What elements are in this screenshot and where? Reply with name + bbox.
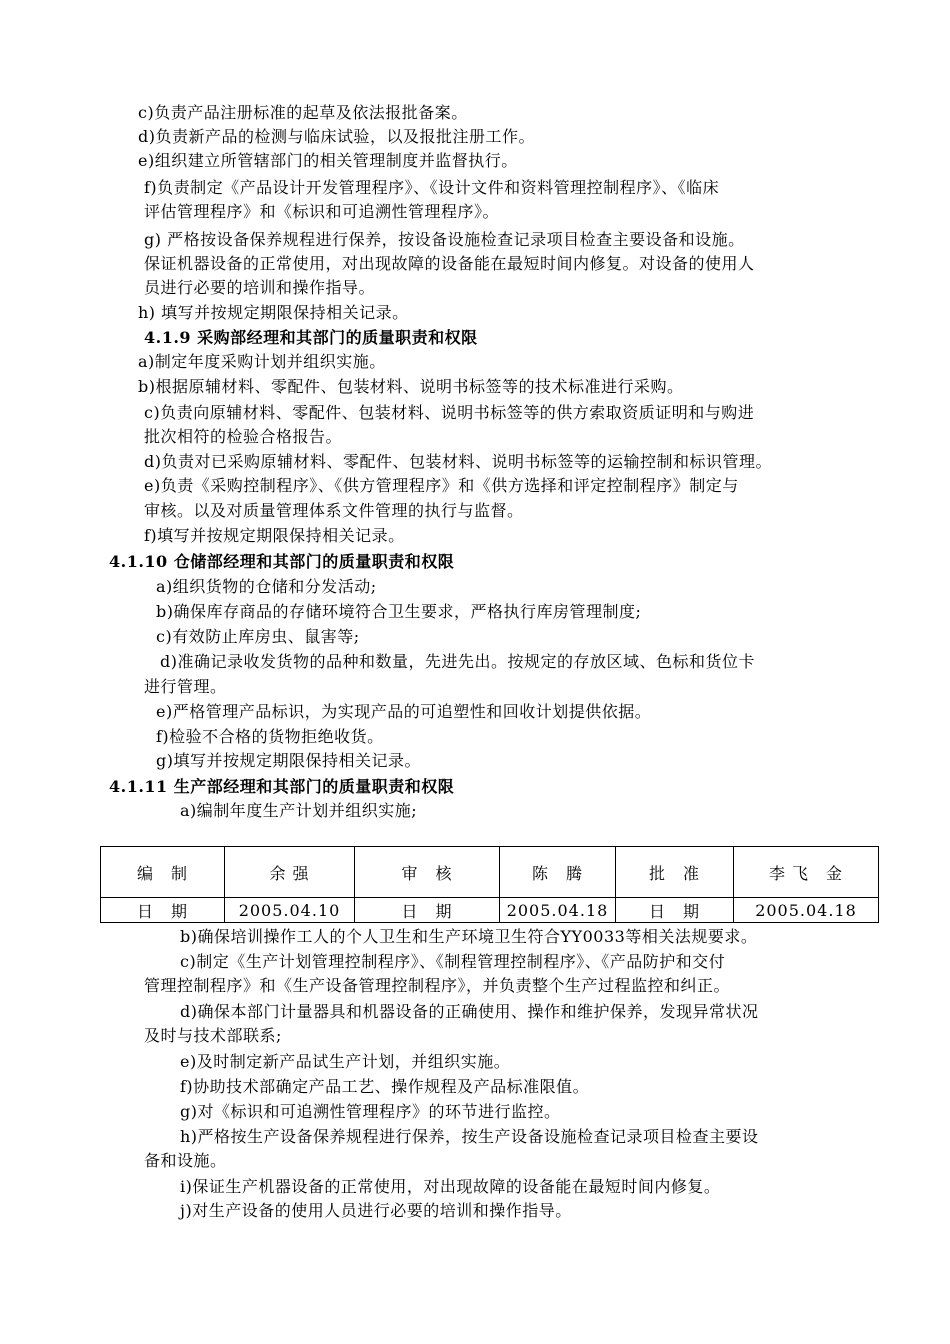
date-label: 日 期	[616, 898, 734, 923]
section-heading: 4.1.11 生产部经理和其部门的质量职责和权限	[109, 777, 455, 796]
date-label: 日 期	[355, 898, 500, 923]
text-line: 进行管理。	[144, 677, 227, 696]
text-line: 员进行必要的培训和操作指导。	[144, 278, 376, 297]
text-line: a)编制年度生产计划并组织实施;	[180, 801, 418, 820]
text-line: b)根据原辅材料、零配件、包装材料、说明书标签等的技术标准进行采购。	[138, 377, 684, 396]
text-line: a)制定年度采购计划并组织实施。	[138, 352, 386, 371]
text-line: f)负责制定《产品设计开发管理程序》、《设计文件和资料管理控制程序》、《临床	[144, 178, 720, 197]
text-line: i)保证生产机器设备的正常使用，对出现故障的设备能在最短时间内修复。	[180, 1177, 721, 1196]
text-line: d)准确记录收发货物的品种和数量，先进先出。按规定的存放区域、色标和货位卡	[160, 652, 755, 671]
text-line: 及时与技术部联系;	[144, 1026, 282, 1045]
text-line: 管理控制程序》和《生产设备管理控制程序》，并负责整个生产过程监控和纠正。	[144, 976, 731, 995]
text-line: c)负责产品注册标准的起草及依法报批备案。	[138, 103, 468, 122]
text-line: c)负责向原辅材料、零配件、包装材料、说明书标签等的供方索取资质证明和与购进	[144, 403, 755, 422]
text-line: b)确保培训操作工人的个人卫生和生产环境卫生符合YY0033等相关法规要求。	[180, 927, 758, 946]
text-line: g)填写并按规定期限保持相关记录。	[156, 751, 421, 770]
approve-date: 2005.04.18	[734, 898, 879, 923]
text-line: 评估管理程序》和《标识和可追溯性管理程序》。	[144, 202, 500, 221]
text-line: 审核。以及对质量管理体系文件管理的执行与监督。	[144, 501, 524, 520]
text-line: d)确保本部门计量器具和机器设备的正确使用、操作和维护保养，发现异常状况	[180, 1002, 759, 1021]
text-line: e)及时制定新产品试生产计划，并组织实施。	[180, 1052, 511, 1071]
text-line: a)组织货物的仓储和分发活动;	[156, 577, 377, 596]
text-line: d)负责新产品的检测与临床试验，以及报批注册工作。	[138, 127, 535, 146]
text-line: e)组织建立所管辖部门的相关管理制度并监督执行。	[138, 151, 518, 170]
compiled-label: 编 制	[101, 847, 225, 898]
review-date: 2005.04.18	[500, 898, 616, 923]
text-line: f)协助技术部确定产品工艺、操作规程及产品标准限值。	[180, 1077, 590, 1096]
text-line: h) 填写并按规定期限保持相关记录。	[138, 303, 409, 322]
signoff-row	[101, 847, 879, 898]
review-label: 审 核	[355, 847, 500, 898]
text-line: d)负责对已采购原辅材料、零配件、包装材料、说明书标签等的运输控制和标识管理。	[144, 452, 772, 471]
text-line: c)有效防止库房虫、鼠害等;	[156, 627, 360, 646]
text-line: e)负责《采购控制程序》、《供方管理程序》和《供方选择和评定控制程序》制定与	[144, 476, 739, 495]
compiled-date: 2005.04.10	[225, 898, 355, 923]
text-line: 批次相符的检验合格报告。	[144, 427, 343, 446]
approve-label: 批 准	[616, 847, 734, 898]
signoff-table	[100, 846, 879, 923]
text-line: 备和设施。	[144, 1151, 227, 1170]
text-line: f)填写并按规定期限保持相关记录。	[144, 526, 405, 545]
text-line: c)制定《生产计划管理控制程序》、《制程管理控制程序》、《产品防护和交付	[180, 952, 726, 971]
text-line: j)对生产设备的使用人员进行必要的培训和操作指导。	[180, 1201, 572, 1220]
text-line: 保证机器设备的正常使用，对出现故障的设备能在最短时间内修复。对设备的使用人	[144, 254, 755, 273]
review-name: 陈 腾	[500, 847, 616, 898]
text-line: f)检验不合格的货物拒绝收货。	[156, 727, 384, 746]
approve-name: 李 飞 金	[734, 847, 879, 898]
text-line: h)严格按生产设备保养规程进行保养，按生产设备设施检查记录项目检查主要设	[180, 1127, 759, 1146]
compiled-name: 余 强	[225, 847, 355, 898]
date-row	[101, 898, 879, 923]
text-line: g)对《标识和可追溯性管理程序》的环节进行监控。	[180, 1102, 561, 1121]
section-heading: 4.1.9 采购部经理和其部门的质量职责和权限	[144, 328, 478, 347]
section-heading: 4.1.10 仓储部经理和其部门的质量职责和权限	[109, 552, 455, 571]
date-label: 日 期	[101, 898, 225, 923]
text-line: b)确保库存商品的存储环境符合卫生要求，严格执行库房管理制度;	[156, 602, 642, 621]
text-line: e)严格管理产品标识，为实现产品的可追塑性和回收计划提供依据。	[156, 702, 652, 721]
text-line: g) 严格按设备保养规程进行保养，按设备设施检查记录项目检查主要设备和设施。	[144, 230, 745, 249]
